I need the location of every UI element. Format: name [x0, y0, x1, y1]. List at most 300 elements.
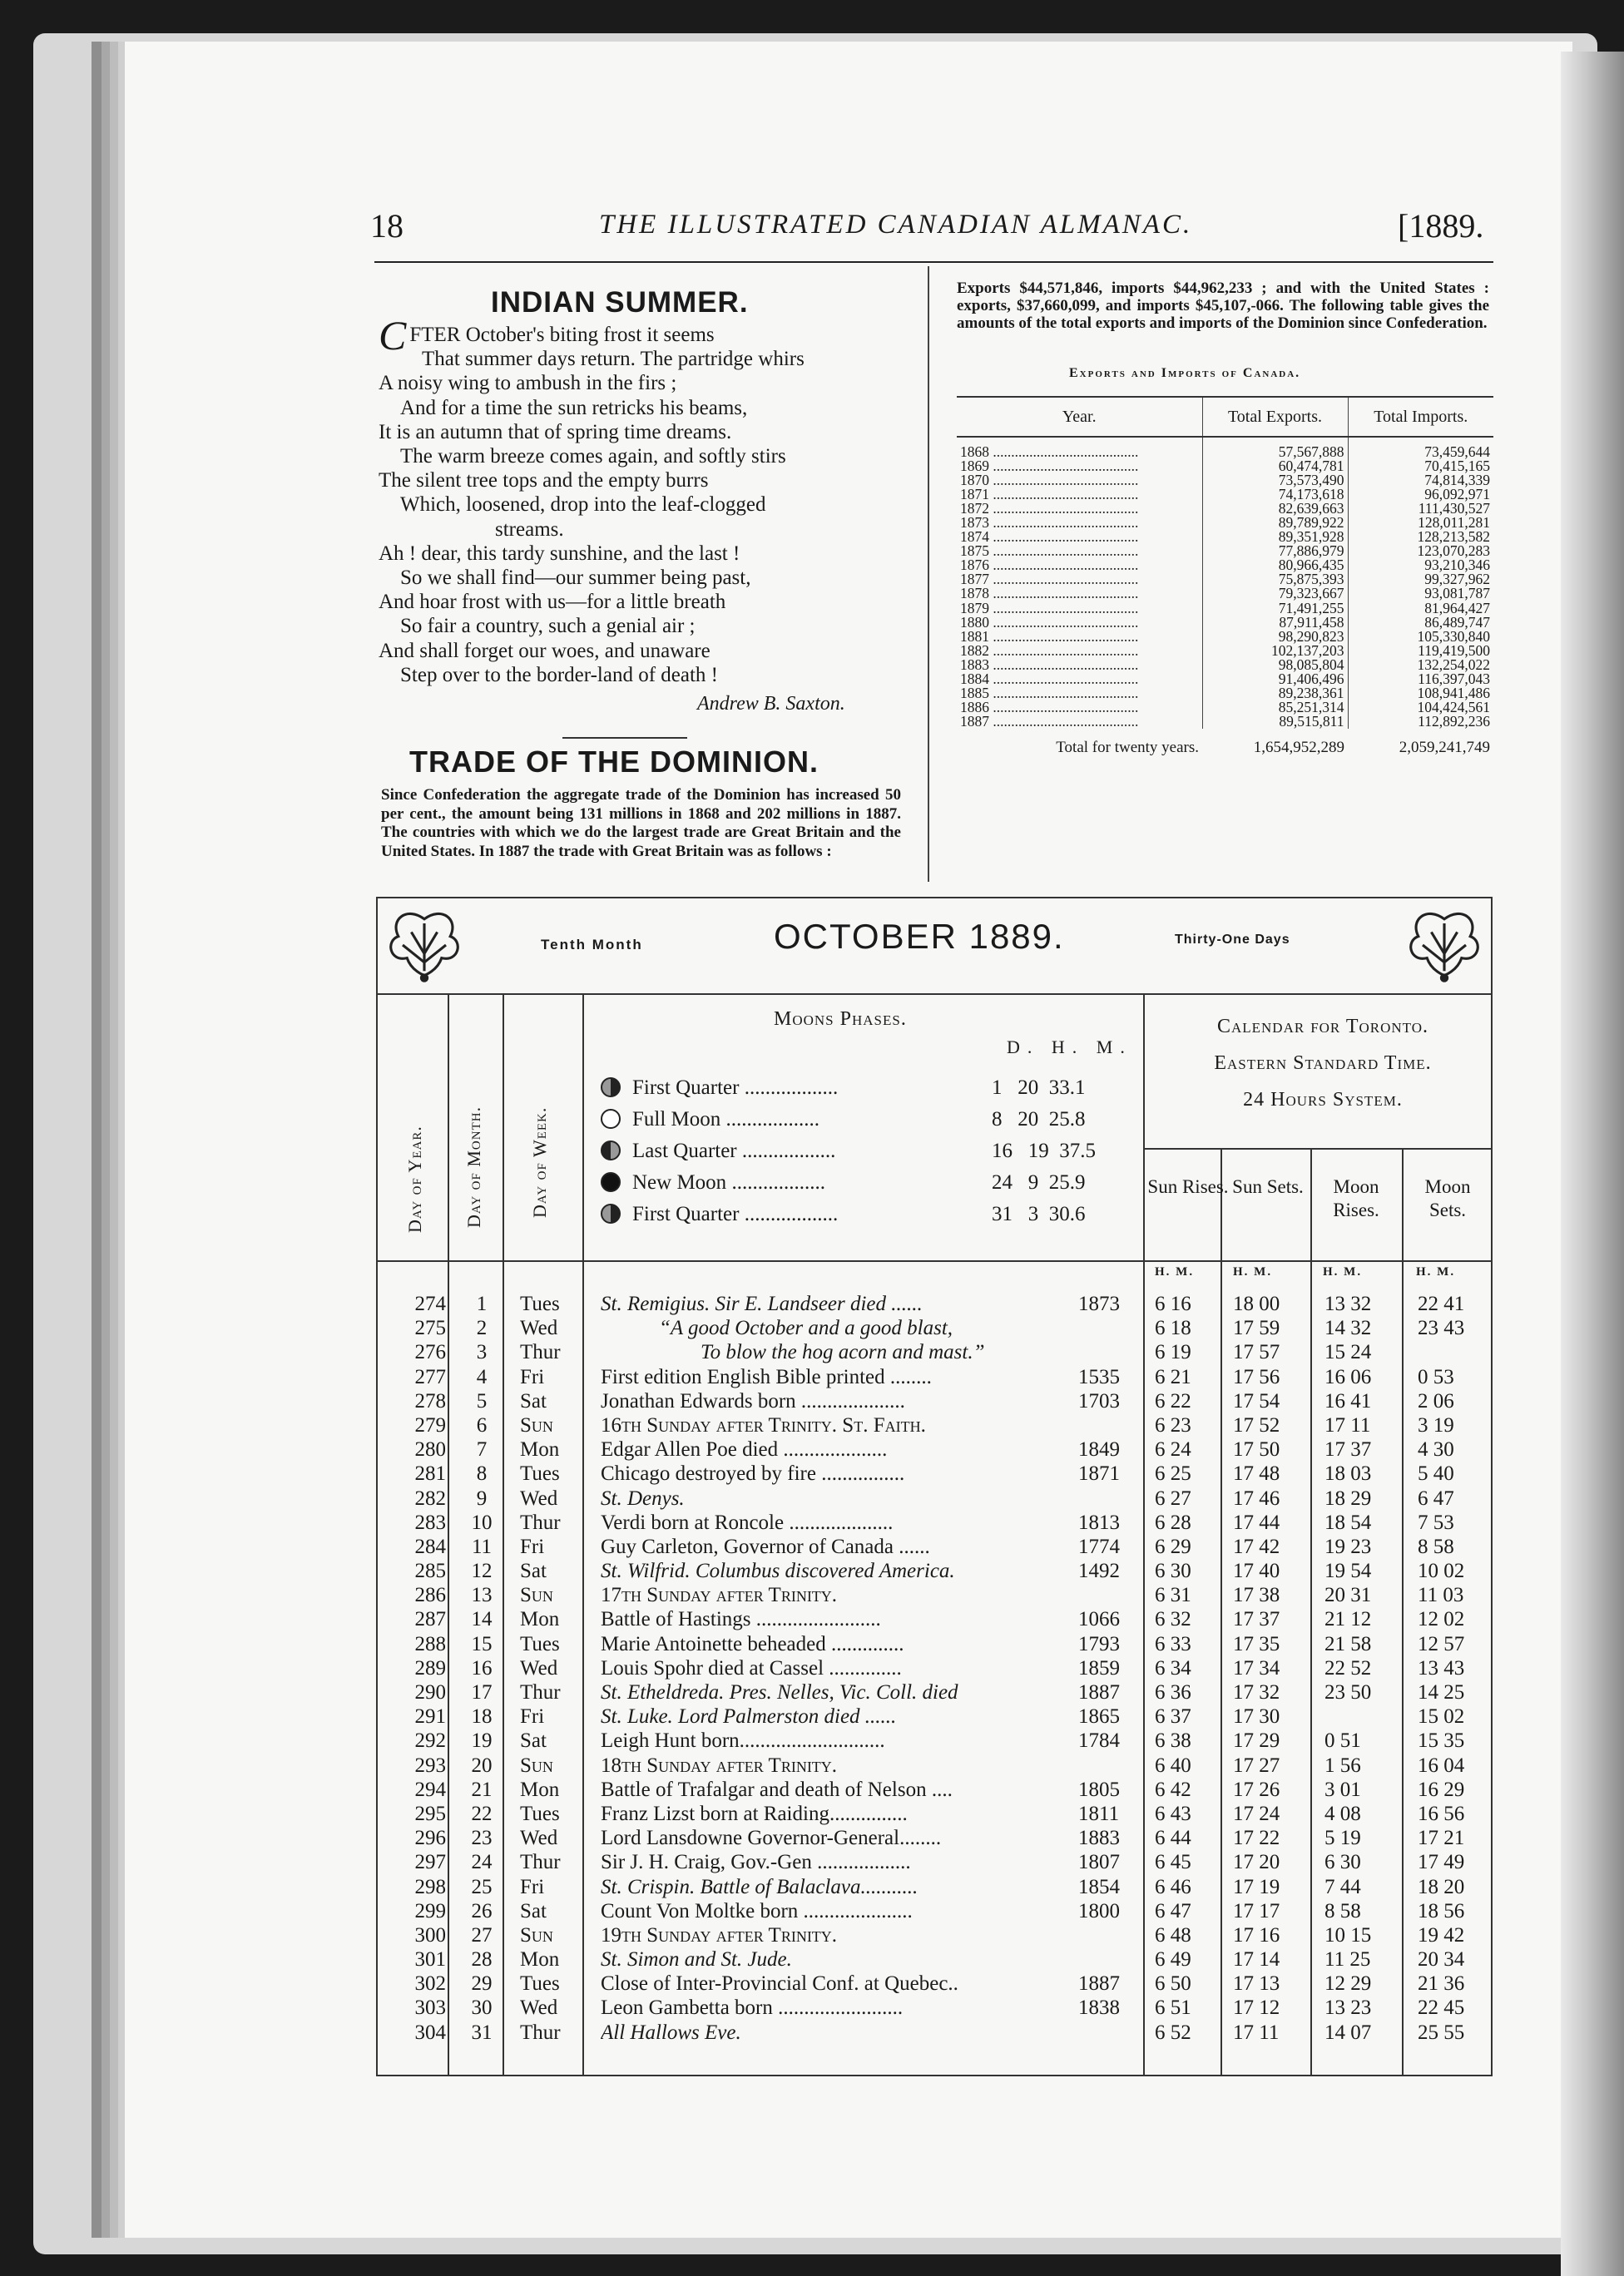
calendar-row — [391, 2021, 1489, 2045]
total-label: Total for twenty years. — [1056, 738, 1199, 756]
day-of-week: Tues — [520, 1802, 560, 1825]
moon-sets: 7 53 — [1418, 1511, 1454, 1534]
event-text: 19th Sunday after Trinity. — [601, 1923, 838, 1947]
sun-sets: 17 42 — [1233, 1535, 1280, 1558]
moon-sets: 17 49 — [1418, 1851, 1465, 1874]
imports-cell: 104,424,561 — [1348, 700, 1493, 715]
event-year: 1887 — [1078, 1972, 1120, 1996]
day-of-year: 301 — [414, 1948, 446, 1972]
sun-head-rule — [1143, 1148, 1493, 1150]
event-text: 18th Sunday after Trinity. — [601, 1754, 838, 1777]
sun-rises: 6 44 — [1155, 1827, 1191, 1850]
event-text: Jonathan Edwards born .................... — [601, 1389, 905, 1413]
event-text: St. Simon and St. Jude. — [601, 1948, 792, 1972]
exports-cell: 74,173,618 — [1202, 487, 1348, 502]
day-of-month: 25 — [471, 1875, 493, 1898]
sun-sets: 17 48 — [1233, 1462, 1280, 1486]
sun-sets: 17 11 — [1233, 2021, 1280, 2044]
sun-sets: 17 13 — [1233, 1972, 1280, 1996]
sun-sets: 17 29 — [1233, 1729, 1280, 1753]
sun-sets: 17 27 — [1233, 1754, 1280, 1777]
day-of-year: 300 — [414, 1923, 446, 1947]
event-year: 1784 — [1078, 1729, 1120, 1753]
day-of-year: 303 — [414, 1996, 446, 2020]
calendar-row — [391, 1778, 1489, 1802]
table-row — [957, 502, 1493, 516]
moon-sets: 12 57 — [1418, 1632, 1465, 1655]
day-of-month: 10 — [471, 1511, 493, 1534]
table-row — [957, 530, 1493, 544]
year-cell: 1881 ........................................ — [960, 629, 1139, 644]
table-row — [957, 658, 1493, 672]
sun-rises: 6 23 — [1155, 1413, 1191, 1437]
header-rule — [374, 261, 1493, 263]
moon-sets: 10 02 — [1418, 1560, 1465, 1583]
event-text: Edgar Allen Poe died .................... — [601, 1438, 888, 1462]
day-of-month: 27 — [471, 1923, 493, 1947]
first-quarter-icon — [601, 1077, 621, 1097]
event-text: Leigh Hunt born............................ — [601, 1729, 885, 1753]
sun-rises: 6 32 — [1155, 1608, 1191, 1631]
moon-rises: 19 23 — [1324, 1535, 1372, 1558]
day-of-month: 22 — [471, 1802, 493, 1825]
day-of-week: Wed — [520, 1827, 558, 1850]
imports-cell: 99,327,962 — [1348, 572, 1493, 586]
exports-cell: 89,515,811 — [1202, 715, 1348, 729]
day-of-week: Wed — [520, 1996, 558, 2020]
event-year: 1793 — [1078, 1632, 1120, 1655]
event-text: 17th Sunday after Trinity. — [601, 1584, 838, 1607]
moon-sets: 13 43 — [1418, 1656, 1465, 1680]
moon-sets: 3 19 — [1418, 1413, 1454, 1437]
table-row — [957, 445, 1493, 459]
year-cell: 1887 ........................................ — [960, 714, 1139, 729]
event-year: 1887 — [1078, 1681, 1120, 1704]
exports-cell: 85,251,314 — [1202, 700, 1348, 715]
table-row — [957, 516, 1493, 530]
sun-sets: 17 12 — [1233, 1996, 1280, 2020]
page-edge — [1561, 52, 1624, 2276]
sun-rises: 6 38 — [1155, 1729, 1191, 1753]
day-of-week: Fri — [520, 1705, 545, 1729]
day-of-week: Mon — [520, 1948, 560, 1972]
day-of-week: Sat — [520, 1560, 547, 1583]
event-year: 1813 — [1078, 1511, 1120, 1534]
exports-cell: 73,573,490 — [1202, 473, 1348, 487]
day-of-week: Tues — [520, 1972, 560, 1996]
year-cell: 1871 ........................................ — [960, 487, 1139, 502]
day-of-month: 14 — [471, 1608, 493, 1631]
sun-rises: 6 43 — [1155, 1802, 1191, 1825]
moon-rises: 5 19 — [1324, 1827, 1361, 1850]
event-text: St. Luke. Lord Palmerston died ...... — [601, 1705, 897, 1729]
phase-hour: 3 — [1027, 1203, 1039, 1225]
day-of-month: 18 — [471, 1705, 493, 1729]
phase-day: 31 — [992, 1203, 1013, 1225]
calendar-row — [391, 1680, 1489, 1705]
section-rule — [562, 737, 687, 739]
exports-cell: 98,290,823 — [1202, 630, 1348, 644]
day-of-month: 20 — [471, 1754, 493, 1777]
calendar-row — [391, 1754, 1489, 1778]
imports-cell: 105,330,840 — [1348, 630, 1493, 644]
phase-hour: 9 — [1027, 1171, 1039, 1194]
moon-sets: 11 03 — [1418, 1584, 1464, 1607]
day-of-year: 288 — [414, 1632, 446, 1655]
day-of-week: Wed — [520, 1487, 558, 1510]
day-of-year: 275 — [414, 1317, 446, 1340]
day-of-week: Sat — [520, 1389, 547, 1413]
phase-leader: .................. — [739, 1076, 839, 1099]
moon-sets: 19 42 — [1418, 1923, 1465, 1947]
day-of-week: Fri — [520, 1875, 545, 1898]
moon-rises: 7 44 — [1324, 1875, 1361, 1898]
day-of-month: 29 — [471, 1972, 493, 1996]
head-day-of-year: Day of Year. — [404, 1126, 425, 1233]
event-year: 1849 — [1078, 1438, 1120, 1462]
moon-rises: 15 24 — [1324, 1341, 1372, 1364]
page-number: 18 — [370, 207, 404, 245]
sun-sets: 17 16 — [1233, 1923, 1280, 1947]
imports-cell: 128,213,582 — [1348, 530, 1493, 544]
head-moon-sets: Moon Sets. — [1424, 1176, 1471, 1220]
poem-line: The warm breeze comes again, and softly stirs — [400, 445, 786, 468]
table-row — [957, 586, 1493, 601]
sun-rises: 6 37 — [1155, 1705, 1191, 1729]
event-year: 1066 — [1078, 1608, 1120, 1631]
year-cell: 1884 ........................................ — [960, 671, 1139, 686]
year-cell: 1874 ........................................ — [960, 530, 1139, 545]
sun-rises: 6 51 — [1155, 1996, 1191, 2020]
calendar-row — [391, 1511, 1489, 1535]
event-text: Louis Spohr died at Cassel .............. — [601, 1656, 902, 1680]
moon-phases-title: Moons Phases. — [774, 1008, 907, 1030]
poem-line: streams. — [495, 517, 564, 541]
sun-sets: 18 00 — [1233, 1293, 1280, 1315]
day-of-week: Sun — [520, 1754, 553, 1777]
table-header-row — [957, 397, 1493, 437]
phase-day: 16 — [992, 1140, 1013, 1162]
sun-sets: 17 20 — [1233, 1851, 1280, 1874]
day-of-year: 289 — [414, 1656, 446, 1680]
sun-sets: 17 22 — [1233, 1827, 1280, 1850]
day-of-week: Wed — [520, 1317, 558, 1340]
sun-rises: 6 30 — [1155, 1560, 1191, 1583]
imports-cell: 74,814,339 — [1348, 473, 1493, 487]
day-of-year: 283 — [414, 1511, 446, 1534]
calendar-row — [391, 1316, 1489, 1340]
day-of-week: Tues — [520, 1632, 560, 1655]
calendar-row — [391, 1947, 1489, 1972]
event-text: First edition English Bible printed ........ — [601, 1365, 932, 1388]
imports-cell: 93,210,346 — [1348, 558, 1493, 572]
calendar-row — [391, 1487, 1489, 1511]
running-year: [1889. — [1398, 207, 1484, 245]
day-of-month: 21 — [471, 1778, 493, 1801]
sun-rises: 6 47 — [1155, 1899, 1191, 1922]
calendar-row — [391, 1583, 1489, 1607]
event-text: To blow the hog acorn and mast.” — [701, 1341, 985, 1364]
day-of-year: 279 — [414, 1413, 446, 1437]
sun-rises: 6 16 — [1155, 1293, 1191, 1315]
sun-rises: 6 22 — [1155, 1389, 1191, 1413]
year-cell: 1883 ........................................ — [960, 657, 1139, 672]
sun-sets: 17 52 — [1233, 1413, 1280, 1437]
day-of-year: 274 — [414, 1293, 446, 1315]
exports-cell: 60,474,781 — [1202, 459, 1348, 473]
table-row — [957, 459, 1493, 473]
sun-rises: 6 40 — [1155, 1754, 1191, 1777]
day-of-week: Mon — [520, 1608, 560, 1631]
exports-cell: 102,137,203 — [1202, 644, 1348, 658]
poem-line: It is an autumn that of spring time dreams. — [379, 420, 732, 443]
sun-sets: 17 37 — [1233, 1608, 1280, 1631]
phase-day: 1 — [992, 1076, 1003, 1099]
toronto-line: Eastern Standard Time. — [1214, 1052, 1432, 1074]
sun-sets: 17 30 — [1233, 1705, 1280, 1729]
exports-cell: 82,639,663 — [1202, 502, 1348, 516]
sun-rises: 6 42 — [1155, 1778, 1191, 1801]
table-row — [957, 572, 1493, 586]
day-of-year: 286 — [414, 1584, 446, 1607]
phase-day: 24 — [992, 1171, 1013, 1194]
event-text: Battle of Hastings ........................ — [601, 1608, 881, 1631]
calendar-row — [391, 1996, 1489, 2020]
trade-title: TRADE OF THE DOMINION. — [409, 745, 819, 779]
imports-cell: 116,397,043 — [1348, 672, 1493, 686]
sun-rises: 6 52 — [1155, 2021, 1191, 2044]
day-of-year: 292 — [414, 1729, 446, 1753]
event-text: Leon Gambetta born ........................ — [601, 1996, 904, 2020]
event-text: St. Crispin. Battle of Balaclava........... — [601, 1875, 918, 1898]
sun-sets: 17 35 — [1233, 1632, 1280, 1655]
column-divider — [928, 266, 929, 882]
moon-rises: 19 54 — [1324, 1560, 1372, 1583]
event-text: Count Von Moltke born ..................... — [601, 1899, 913, 1922]
imports-cell: 81,964,427 — [1348, 601, 1493, 616]
phase-name: Full Moon — [632, 1108, 721, 1131]
moon-rises: 16 06 — [1324, 1365, 1372, 1388]
phase-minute: 37.5 — [1059, 1140, 1096, 1162]
day-of-year: 297 — [414, 1851, 446, 1874]
hm-label: H. M. — [1323, 1265, 1363, 1279]
exports-cell: 57,567,888 — [1202, 445, 1348, 459]
event-text: All Hallows Eve. — [601, 2021, 741, 2044]
head-sun-sets: Sun Sets. — [1232, 1176, 1304, 1197]
day-of-year: 294 — [414, 1778, 446, 1801]
poem-line: So we shall find—our summer being past, — [400, 567, 751, 590]
day-of-month: 19 — [471, 1729, 493, 1753]
moon-sets: 17 21 — [1418, 1827, 1465, 1850]
phase-leader: .................. — [726, 1171, 825, 1194]
sun-sets: 17 40 — [1233, 1560, 1280, 1583]
year-cell: 1878 ........................................ — [960, 586, 1139, 601]
day-of-year: 291 — [414, 1705, 446, 1729]
day-of-week: Sat — [520, 1729, 547, 1753]
phase-day: 8 — [992, 1108, 1003, 1131]
sun-rises: 6 49 — [1155, 1948, 1191, 1972]
head-sun-rises: Sun Rises. — [1147, 1176, 1229, 1197]
poem-author: Andrew B. Saxton. — [697, 693, 845, 715]
calendar-row — [391, 1923, 1489, 1947]
imports-cell: 123,070,283 — [1348, 544, 1493, 558]
sun-sets: 17 50 — [1233, 1438, 1280, 1462]
total-imports: 2,059,241,749 — [1399, 738, 1490, 756]
table-row — [957, 544, 1493, 558]
event-year: 1838 — [1078, 1996, 1120, 2020]
day-of-year: 299 — [414, 1899, 446, 1922]
sun-rises: 6 36 — [1155, 1681, 1191, 1704]
sun-rises: 6 28 — [1155, 1511, 1191, 1534]
day-of-month: 15 — [471, 1632, 493, 1655]
day-of-year: 276 — [414, 1341, 446, 1364]
moon-rises: 18 03 — [1324, 1462, 1372, 1486]
exports-cell: 89,351,928 — [1202, 530, 1348, 544]
sun-sets: 17 24 — [1233, 1802, 1280, 1825]
day-of-year: 304 — [414, 2021, 446, 2044]
table-row — [957, 487, 1493, 502]
event-text: St. Remigius. Sir E. Landseer died ...... — [601, 1293, 923, 1315]
calendar-row — [391, 1875, 1489, 1899]
sun-rises: 6 31 — [1155, 1584, 1191, 1607]
moon-sets: 2 06 — [1418, 1389, 1454, 1413]
moon-phase-row — [601, 1108, 1133, 1131]
event-year: 1492 — [1078, 1560, 1120, 1583]
moon-rises: 14 32 — [1324, 1317, 1372, 1340]
calendar-row — [391, 1365, 1489, 1389]
calendar-row — [391, 1607, 1489, 1631]
table-row — [957, 715, 1493, 729]
exports-cell: 75,875,393 — [1202, 572, 1348, 586]
moon-rises: 1 56 — [1324, 1754, 1361, 1777]
phase-name: First Quarter — [632, 1076, 740, 1099]
imports-cell: 108,941,486 — [1348, 686, 1493, 700]
trade-text: Since Confederation the aggregate trade of the Dominion has increased 50 per cent., the amount being 131 millions in 1868 and 202 millions in 1887. The countries with which we do the largest trade are Great Britain and the United States. In 1887 the trade with Great Britain was as follows : — [381, 786, 901, 860]
exports-cell: 91,406,496 — [1202, 672, 1348, 686]
sun-sets: 17 54 — [1233, 1389, 1280, 1413]
sun-rises: 6 29 — [1155, 1535, 1191, 1558]
exports-cell: 89,238,361 — [1202, 686, 1348, 700]
phase-leader: .................. — [720, 1108, 820, 1131]
day-of-month: 9 — [476, 1487, 488, 1510]
poem-line: So fair a country, such a genial air ; — [400, 615, 696, 638]
moon-sets: 20 34 — [1418, 1948, 1465, 1972]
event-year: 1774 — [1078, 1535, 1120, 1558]
imports-cell: 119,419,500 — [1348, 644, 1493, 658]
year-cell: 1880 ........................................ — [960, 615, 1139, 630]
day-of-month: 12 — [471, 1560, 493, 1583]
calendar-row — [391, 1462, 1489, 1486]
moon-sets: 23 43 — [1418, 1317, 1465, 1340]
moon-rises: 11 25 — [1324, 1948, 1371, 1972]
moon-sets: 4 30 — [1418, 1438, 1454, 1462]
year-cell: 1877 ........................................ — [960, 572, 1139, 587]
calendar-row — [391, 1340, 1489, 1364]
phase-minute: 25.9 — [1048, 1171, 1086, 1194]
day-of-year: 282 — [414, 1487, 446, 1510]
exports-cell: 77,886,979 — [1202, 544, 1348, 558]
poem-title: INDIAN SUMMER. — [491, 286, 749, 319]
calendar-row — [391, 1292, 1489, 1316]
day-of-month: 5 — [476, 1389, 488, 1413]
poem-line: And shall forget our woes, and unaware — [379, 639, 710, 662]
moon-phase-row — [601, 1203, 1133, 1226]
moon-rises: 21 58 — [1324, 1632, 1372, 1655]
sun-rises: 6 25 — [1155, 1462, 1191, 1486]
day-of-year: 302 — [414, 1972, 446, 1996]
moon-rises: 3 01 — [1324, 1778, 1361, 1801]
day-of-week: Sun — [520, 1923, 553, 1947]
sun-sets: 17 44 — [1233, 1511, 1280, 1534]
day-of-year: 285 — [414, 1560, 446, 1583]
event-text: Chicago destroyed by fire ................ — [601, 1462, 905, 1486]
year-cell: 1872 ........................................ — [960, 502, 1139, 517]
year-cell: 1879 ........................................ — [960, 601, 1139, 616]
event-year: 1805 — [1078, 1778, 1120, 1801]
day-of-year: 280 — [414, 1438, 446, 1462]
sun-sets: 17 14 — [1233, 1948, 1280, 1972]
day-of-week: Wed — [520, 1656, 558, 1680]
moon-sets: 16 04 — [1418, 1754, 1465, 1777]
sun-rises: 6 21 — [1155, 1365, 1191, 1388]
moon-rises: 18 54 — [1324, 1511, 1372, 1534]
moon-rises: 13 32 — [1324, 1293, 1372, 1315]
ornament-right-icon — [1401, 902, 1488, 988]
calendar-row — [391, 1850, 1489, 1874]
moon-rises: 17 37 — [1324, 1438, 1372, 1462]
sun-rises: 6 19 — [1155, 1341, 1191, 1364]
event-text: Sir J. H. Craig, Gov.-Gen .................. — [601, 1851, 911, 1874]
phase-hour: 20 — [1017, 1108, 1039, 1131]
head-bottom-rule — [376, 1260, 1493, 1262]
imports-cell: 96,092,971 — [1348, 487, 1493, 502]
moon-sets: 5 40 — [1418, 1462, 1454, 1486]
imports-cell: 111,430,527 — [1348, 502, 1493, 516]
day-of-month: 2 — [476, 1317, 488, 1340]
year-cell: 1875 ........................................ — [960, 544, 1139, 559]
moon-rises: 8 58 — [1324, 1899, 1361, 1922]
day-of-week: Thur — [520, 2021, 561, 2044]
day-of-week: Tues — [520, 1462, 560, 1486]
event-year: 1883 — [1078, 1827, 1120, 1850]
day-of-year: 295 — [414, 1802, 446, 1825]
day-of-week: Tues — [520, 1293, 560, 1315]
poem-line: And for a time the sun retricks his beams, — [400, 396, 748, 419]
running-title: THE ILLUSTRATED CANADIAN ALMANAC. — [599, 210, 1193, 240]
day-of-month: 8 — [476, 1462, 488, 1486]
day-of-week: Sun — [520, 1584, 553, 1607]
day-of-year: 293 — [414, 1754, 446, 1777]
day-of-month: 31 — [471, 2021, 493, 2044]
poem-dropcap: C — [379, 312, 407, 359]
day-of-year: 296 — [414, 1827, 446, 1850]
day-of-week: Thur — [520, 1341, 561, 1364]
moon-sets: 16 56 — [1418, 1802, 1465, 1825]
table-row — [957, 686, 1493, 700]
sun-sets: 17 26 — [1233, 1778, 1280, 1801]
table-row — [957, 700, 1493, 715]
sun-rises: 6 27 — [1155, 1487, 1191, 1510]
moon-rises: 14 07 — [1324, 2021, 1372, 2044]
imports-cell: 93,081,787 — [1348, 586, 1493, 601]
trade-table — [957, 396, 1493, 755]
sun-sets: 17 46 — [1233, 1487, 1280, 1510]
imports-cell: 112,892,236 — [1348, 715, 1493, 729]
event-year: 1871 — [1078, 1462, 1120, 1486]
day-of-week: Mon — [520, 1438, 560, 1462]
day-of-month: 7 — [476, 1438, 488, 1462]
calendar-row — [391, 1705, 1489, 1729]
